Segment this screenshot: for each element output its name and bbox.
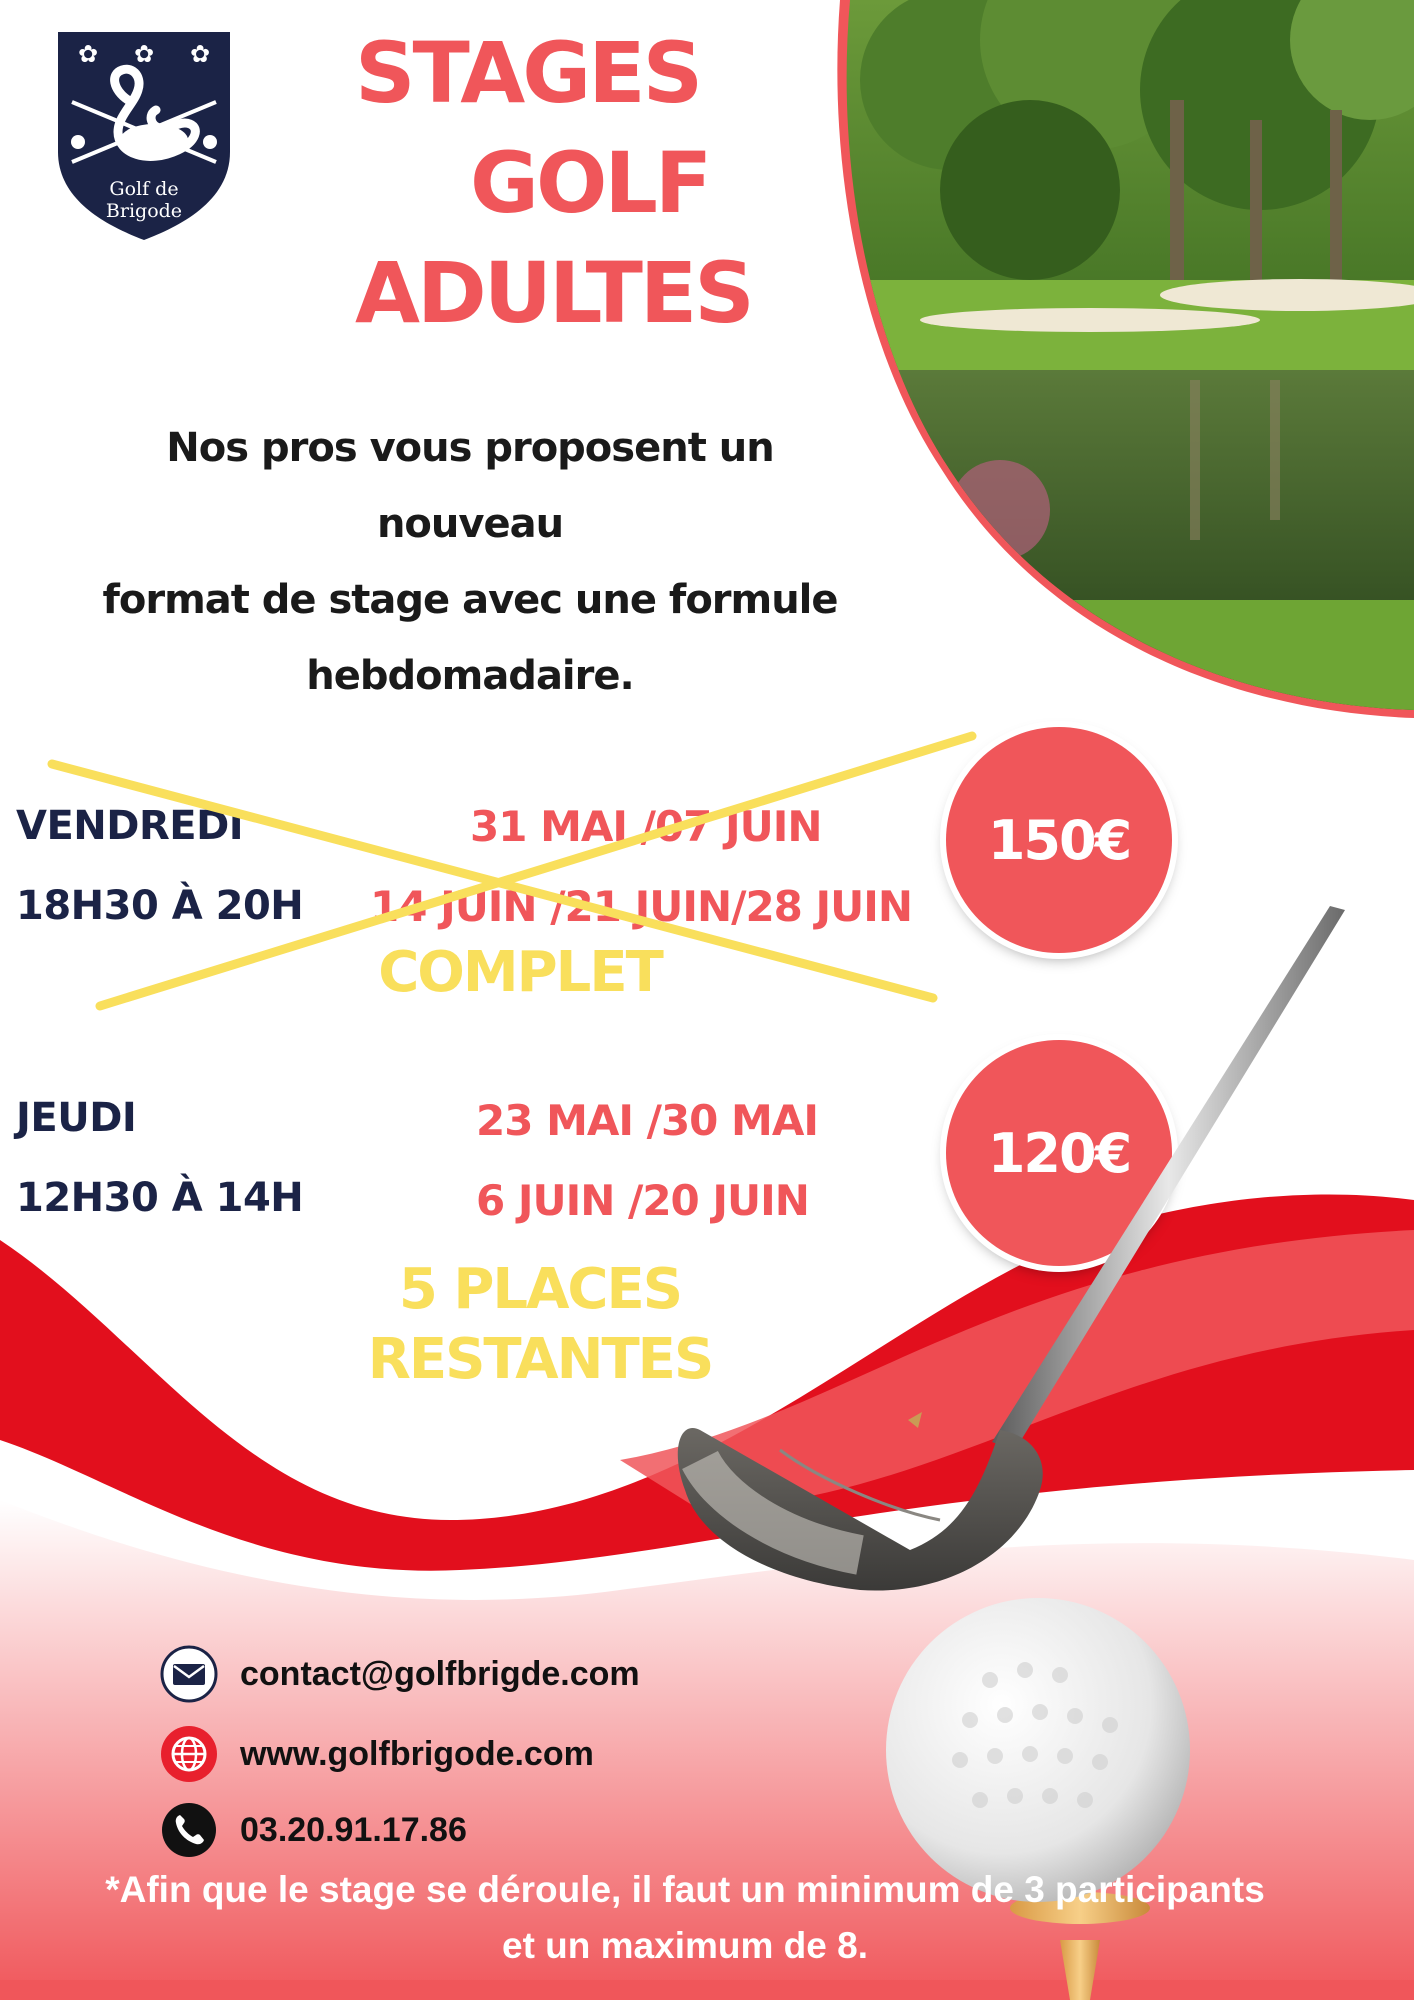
mail-icon — [160, 1645, 218, 1703]
session-2-dates-line-2: 6 JUIN /20 JUIN — [476, 1176, 809, 1225]
session-1-day: VENDREDI — [16, 803, 244, 849]
logo-star-1: ✿ — [77, 40, 99, 68]
intro-line-3: hebdomadaire. — [306, 653, 634, 699]
contact-phone-text[interactable]: 03.20.91.17.86 — [240, 1810, 467, 1849]
session-1-dates-line-1: 31 MAI /07 JUIN — [470, 802, 822, 851]
title-line-2: GOLF — [470, 134, 710, 232]
session-2-time: 12H30 À 14H — [16, 1175, 304, 1221]
session-2-dates-line-1: 23 MAI /30 MAI — [476, 1096, 818, 1145]
club-logo — [58, 32, 230, 242]
contact-website-text[interactable]: www.golfbrigode.com — [240, 1734, 594, 1773]
footnote-line-1: *Afin que le stage se déroule, il faut un minimum de 3 participants — [105, 1869, 1265, 1910]
contact-email[interactable] — [160, 1644, 640, 1704]
intro-text — [70, 410, 870, 714]
golf-club-and-ball — [660, 890, 1380, 2000]
session-2-price-badge: 120€ — [946, 1040, 1172, 1266]
logo-star-2: ✿ — [133, 40, 155, 68]
session-1-dates-line-2: 14 JUIN /21 JUIN/28 JUIN — [370, 882, 913, 931]
golf-course-photo — [830, 0, 1414, 730]
logo-text-1: Golf de — [109, 178, 179, 200]
title-line-1: STAGES — [355, 24, 701, 122]
session-2-status-line-2: RESTANTES — [367, 1327, 713, 1392]
contact-website[interactable] — [160, 1724, 594, 1784]
globe-icon — [160, 1725, 218, 1783]
title-line-3: ADULTES — [355, 244, 752, 342]
contact-phone[interactable] — [160, 1800, 467, 1860]
session-2-day: JEUDI — [16, 1095, 137, 1141]
session-1-price-badge: 150€ — [946, 727, 1172, 953]
footnote — [20, 1862, 1350, 1974]
footnote-line-2: et un maximum de 8. — [502, 1925, 868, 1966]
contact-email-text[interactable]: contact@golfbrigde.com — [240, 1654, 640, 1693]
page-title — [330, 18, 800, 348]
intro-line-1: Nos pros vous proposent un nouveau — [166, 425, 774, 547]
logo-text-2: Brigode — [105, 200, 183, 222]
logo-star-3: ✿ — [189, 40, 211, 68]
session-1-time: 18H30 À 20H — [16, 883, 304, 929]
session-1-status: COMPLET — [378, 940, 662, 1005]
intro-line-2: format de stage avec une formule — [102, 577, 838, 623]
session-2-status-line-1: 5 PLACES — [398, 1257, 682, 1322]
phone-icon — [160, 1801, 218, 1859]
